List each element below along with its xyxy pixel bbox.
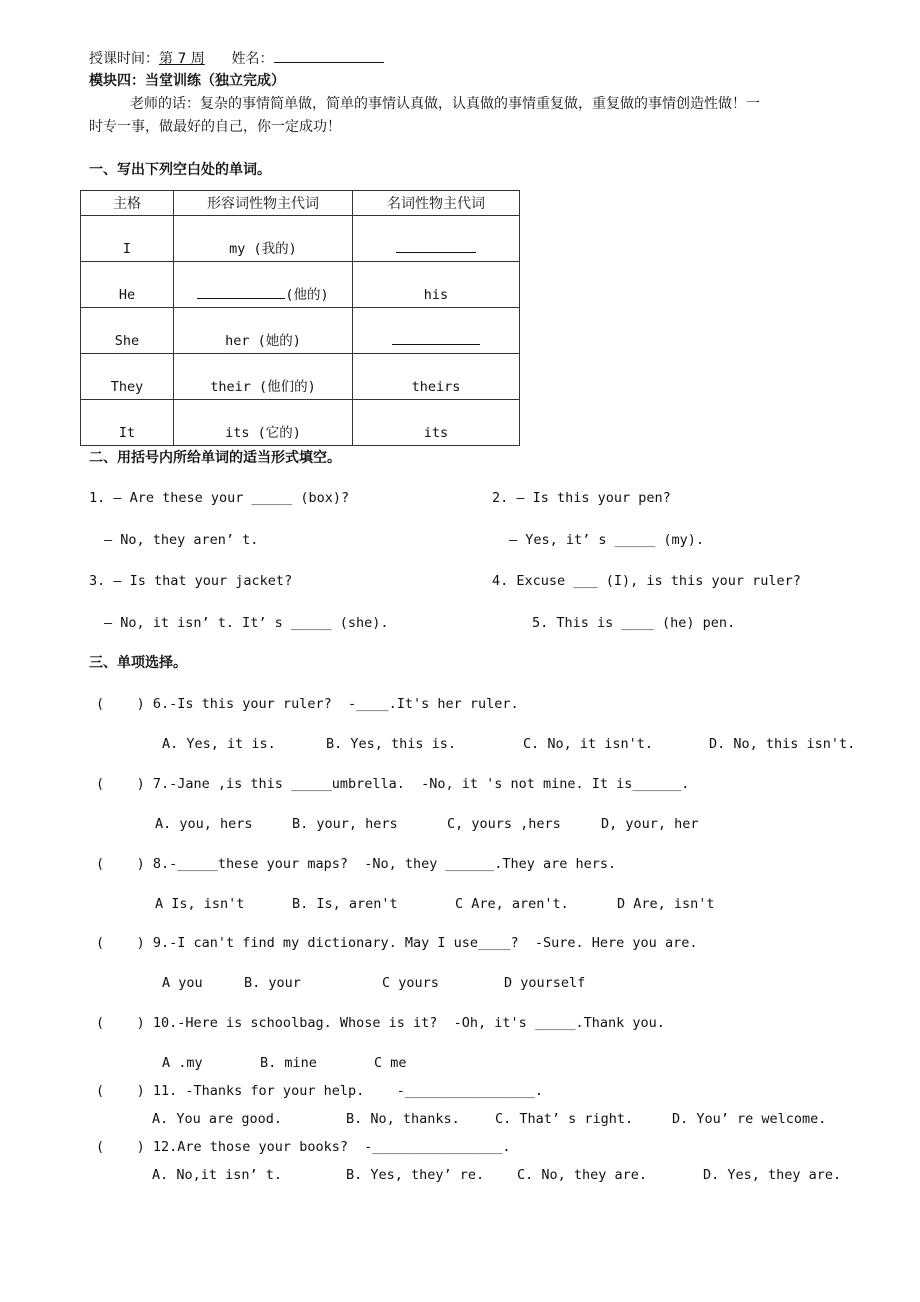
lesson-time (89, 50, 384, 66)
question-12-option-c[interactable]: C. No, they are. (517, 1167, 648, 1183)
cell-noun-blank[interactable] (353, 308, 520, 354)
question-7-option-a[interactable]: A. you, hers (155, 816, 253, 832)
name-blank[interactable] (274, 50, 384, 63)
question-4: 4. Excuse ___ (I), is this your ruler? (492, 573, 801, 589)
question-7-option-c[interactable]: C, yours ,hers (447, 816, 561, 832)
cell-subject: It (81, 400, 174, 446)
section3-title: 三、单项选择。 (89, 655, 187, 671)
question-11-option-b[interactable]: B. No, thanks. (346, 1111, 460, 1127)
cell-adjective: her (她的) (174, 308, 353, 354)
section1-title: 一、写出下列空白处的单词。 (89, 162, 271, 178)
answer-blank[interactable] (197, 286, 285, 299)
question-8-option-d[interactable]: D Are, isn't (617, 896, 715, 912)
question-10-stem: ( ) 10.-Here is schoolbag. Whose is it? -Oh, it's _____.Thank you. (96, 1015, 665, 1031)
teacher-words-line1: 老师的话：复杂的事情简单做，简单的事情认真做，认真做的事情重复做，重复做的事情创造性做！一 (130, 96, 760, 112)
question-9-option-b[interactable]: B. your (244, 975, 301, 991)
question-12-option-a[interactable]: A. No,it isn’ t. (152, 1167, 283, 1183)
table-row (81, 354, 520, 400)
question-12-stem: ( ) 12.Are those your books? -________________. (96, 1139, 511, 1155)
question-6-stem: ( ) 6.-Is this your ruler? -____.It's her ruler. (96, 696, 519, 712)
cell-noun-blank[interactable] (353, 216, 520, 262)
cell-subject: I (81, 216, 174, 262)
pronoun-table (80, 190, 520, 446)
question-8-stem: ( ) 8.-_____these your maps? -No, they ______.They are hers. (96, 856, 617, 872)
question-9-option-a[interactable]: A you (162, 975, 203, 991)
cell-subject: He (81, 262, 174, 308)
question-7-stem: ( ) 7.-Jane ,is this _____umbrella. -No, it 's not mine. It is______. (96, 776, 690, 792)
question-2b: — Yes, it’ s _____ (my). (509, 532, 705, 548)
header-subject: 主格 (81, 191, 174, 216)
question-11-option-a[interactable]: A. You are good. (152, 1111, 283, 1127)
table-header-row (81, 191, 520, 216)
cell-noun: theirs (353, 354, 520, 400)
question-8-option-c[interactable]: C Are, aren't. (455, 896, 569, 912)
cell-adjective-blank[interactable] (174, 262, 353, 308)
module-title: 模块四：当堂训练（独立完成） (89, 73, 285, 89)
time-value: 第 7 周 (159, 51, 205, 67)
table-row (81, 216, 520, 262)
question-8-option-b[interactable]: B. Is, aren't (292, 896, 398, 912)
question-12-option-d[interactable]: D. Yes, they are. (703, 1167, 842, 1183)
question-7-option-b[interactable]: B. your, hers (292, 816, 398, 832)
table-row (81, 400, 520, 446)
question-1a: 1. — Are these your _____ (box)? (89, 490, 350, 506)
cell-noun: his (353, 262, 520, 308)
question-10-option-a[interactable]: A .my (162, 1055, 203, 1071)
question-8-option-a[interactable]: A Is, isn't (155, 896, 245, 912)
table-row (81, 308, 520, 354)
header-adjective: 形容词性物主代词 (174, 191, 353, 216)
header-noun: 名词性物主代词 (353, 191, 520, 216)
answer-blank[interactable] (396, 240, 476, 253)
question-9-option-c[interactable]: C yours (382, 975, 439, 991)
question-10-option-c[interactable]: C me (374, 1055, 407, 1071)
question-6-option-d[interactable]: D. No, this isn't. (709, 736, 856, 752)
adjective-hint: (他的) (285, 287, 329, 303)
question-6-option-a[interactable]: A. Yes, it is. (162, 736, 276, 752)
question-9-stem: ( ) 9.-I can't find my dictionary. May I use____? -Sure. Here you are. (96, 935, 698, 951)
question-5: 5. This is ____ (he) pen. (532, 615, 736, 631)
cell-adjective: their (他们的) (174, 354, 353, 400)
question-6-option-c[interactable]: C. No, it isn't. (523, 736, 654, 752)
question-3b: — No, it isn’ t. It’ s _____ (she). (104, 615, 389, 631)
cell-adjective: my (我的) (174, 216, 353, 262)
question-10-option-b[interactable]: B. mine (260, 1055, 317, 1071)
teacher-words-line2: 时专一事，做最好的自己，你一定成功！ (89, 119, 341, 135)
question-11-option-c[interactable]: C. That’ s right. (495, 1111, 634, 1127)
question-7-option-d[interactable]: D, your, her (601, 816, 699, 832)
section2-title: 二、用括号内所给单词的适当形式填空。 (89, 450, 341, 466)
question-6-option-b[interactable]: B. Yes, this is. (326, 736, 457, 752)
question-9-option-d[interactable]: D yourself (504, 975, 586, 991)
cell-subject: They (81, 354, 174, 400)
question-11-option-d[interactable]: D. You’ re welcome. (672, 1111, 827, 1127)
name-label: 姓名： (231, 51, 274, 67)
cell-adjective: its (它的) (174, 400, 353, 446)
time-label: 授课时间： (89, 51, 159, 67)
question-3a: 3. — Is that your jacket? (89, 573, 293, 589)
cell-noun: its (353, 400, 520, 446)
cell-subject: She (81, 308, 174, 354)
answer-blank[interactable] (392, 332, 480, 345)
table-row (81, 262, 520, 308)
question-2a: 2. — Is this your pen? (492, 490, 671, 506)
question-1b: — No, they aren’ t. (104, 532, 259, 548)
question-11-stem: ( ) 11. -Thanks for your help. -________________. (96, 1083, 544, 1099)
question-12-option-b[interactable]: B. Yes, they’ re. (346, 1167, 485, 1183)
